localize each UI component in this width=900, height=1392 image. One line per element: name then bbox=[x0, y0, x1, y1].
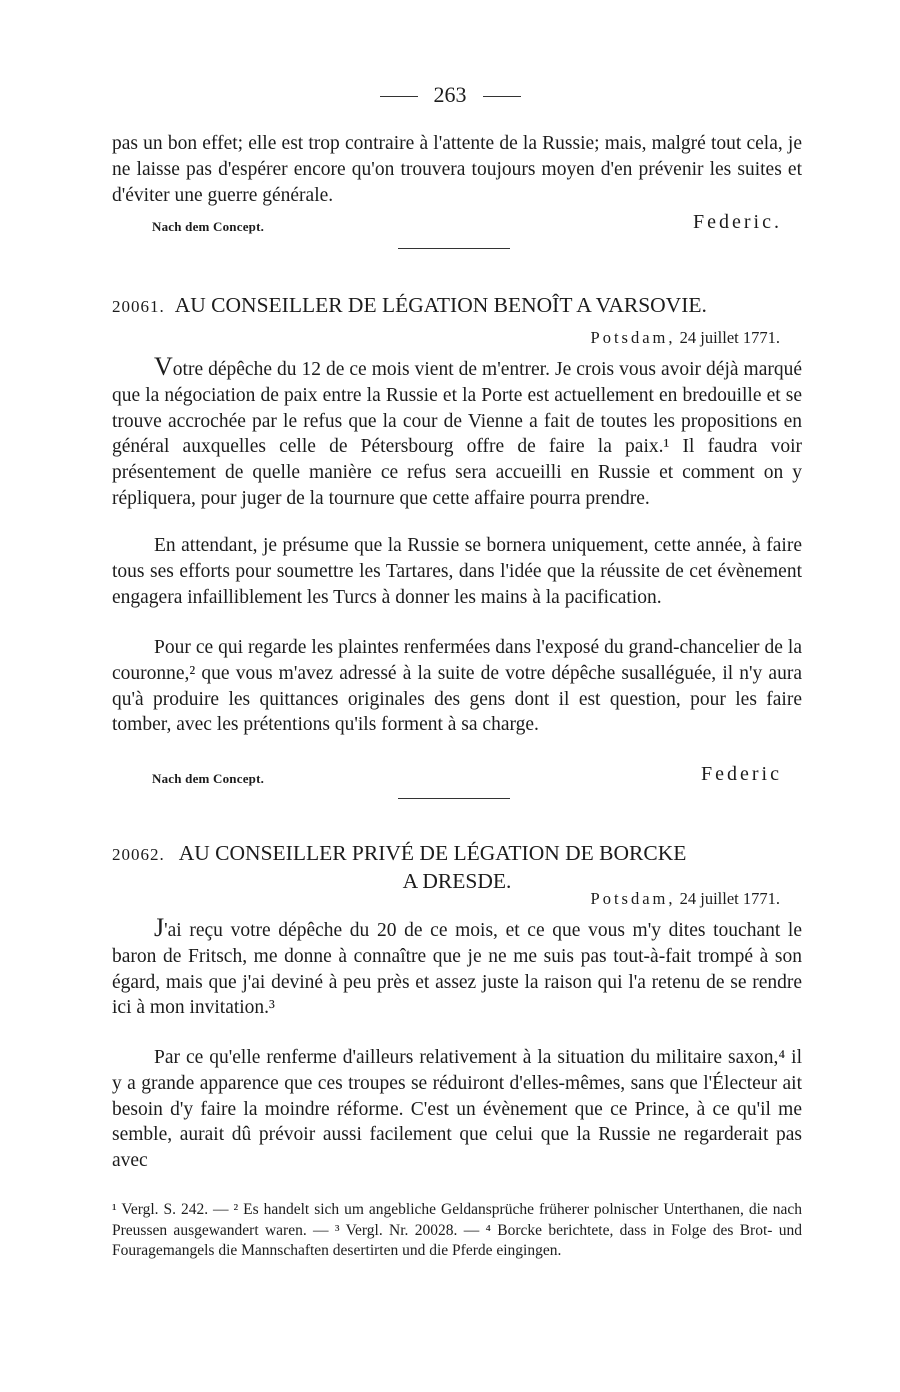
signature-row-2 bbox=[152, 763, 782, 787]
letter-title-line-2: A DRESDE. bbox=[402, 869, 512, 893]
letter-number: 20061. bbox=[112, 297, 165, 316]
initial-letter: V bbox=[154, 352, 173, 381]
footnotes: ¹ Vergl. S. 242. — ² Es handelt sich um angebliche Geldansprüche früherer polnischer Unterthanen, die nach Preussen ausgewandert waren. — ³ Vergl. Nr. 20028. — ⁴ Borcke berichtete, dass in Folge des Brot- und Fouragemangels die Mannschaften desertirten und die Pferde eingingen. bbox=[112, 1201, 802, 1259]
page-number: 263 bbox=[433, 82, 467, 107]
signer-name: Federic. bbox=[693, 211, 782, 233]
letter-heading bbox=[112, 840, 802, 895]
letter-paragraph bbox=[112, 354, 802, 512]
dateline-place: Potsdam, bbox=[590, 328, 676, 347]
letter-title: AU CONSEILLER DE LÉGATION BENOÎT A VARSOVIE. bbox=[174, 293, 707, 317]
section-divider bbox=[398, 248, 510, 249]
section-divider bbox=[398, 798, 510, 799]
dateline bbox=[591, 889, 780, 909]
concept-note: Nach dem Concept. bbox=[152, 771, 265, 786]
dateline-place: Potsdam, bbox=[590, 889, 676, 908]
page-number-dash-left bbox=[380, 96, 418, 97]
signature-row-1 bbox=[152, 211, 782, 235]
letter-paragraph: En attendant, je présume que la Russie se bornera uniquement, cette année, à faire tous ses efforts pour soumettre les Tartares, dans l'idée que la réussite de cet évènement engagera infailliblement les Turcs à donner les mains à la pacification. bbox=[112, 535, 802, 608]
letter-paragraph bbox=[112, 915, 802, 1021]
letter-number: 20062. bbox=[112, 845, 165, 864]
letter-heading bbox=[112, 293, 802, 318]
dateline-date: 24 juillet 1771. bbox=[679, 328, 780, 347]
concept-note: Nach dem Concept. bbox=[152, 219, 265, 234]
page-number-dash-right bbox=[483, 96, 521, 97]
continuation-paragraph: pas un bon effet; elle est trop contraire à l'attente de la Russie; mais, malgré tout cela, je ne laisse pas d'espérer encore qu'on trouvera toujours moyen d'en prévenir les suites et d'éviter une guerre générale. bbox=[112, 133, 802, 206]
signer-name: Federic bbox=[701, 763, 782, 785]
paragraph-text: 'ai reçu votre dépêche du 20 de ce mois, et ce que vous m'y dites touchant le baron de Fritsch, me donne à connaître que je ne me suis pas tout-à-fait trompé à son égard, mais que j'ai deviné à peu près et assez juste la raison qui l'a retenu de se rendre ici à mon invitation.³ bbox=[112, 920, 802, 1019]
letter-paragraph: Par ce qu'elle renferme d'ailleurs relativement à la situation du militaire saxon,⁴ il y a grande apparence que ces troupes se réduiront d'elles-mêmes, sans que l'Électeur ait besoin d'y faire la moindre réforme. C'est un évènement que ce Prince, à ce qu'il me semble, aurait dû prévoir aussi facilement que celui que la Russie ne regarderait pas avec bbox=[112, 1047, 802, 1172]
letter-paragraph: Pour ce qui regarde les plaintes renfermées dans l'exposé du grand-chancelier de la couronne,² que vous m'avez adressé à la suite de votre dépêche susalléguée, il n'y aura qu'à produire les quittances originales des gens dont il est question, pour les faire tomber, avec les prétentions qu'ils forment à sa charge. bbox=[112, 637, 802, 736]
letter-title-line-1: AU CONSEILLER PRIVÉ DE LÉGATION DE BORCKE bbox=[178, 841, 687, 865]
dateline-date: 24 juillet 1771. bbox=[679, 889, 780, 908]
dateline bbox=[591, 328, 780, 348]
paragraph-text: otre dépêche du 12 de ce mois vient de m'entrer. Je crois vous avoir déjà marqué que la négociation de paix entre la Russie et la Porte est actuellement en bredouille et se trouve accrochée par le refus que la cour de Vienne a fait de toutes les propositions en général auxquelles celle de Pétersbourg offre de faire la paix.¹ Il faudra voir présentement de quelle manière ce refus sera accueilli en Russie et comment on y répliquera, pour juger de la tournure que cette affaire pourra prendre. bbox=[112, 359, 802, 509]
page-number-line bbox=[0, 82, 900, 108]
initial-letter: J bbox=[154, 913, 165, 942]
